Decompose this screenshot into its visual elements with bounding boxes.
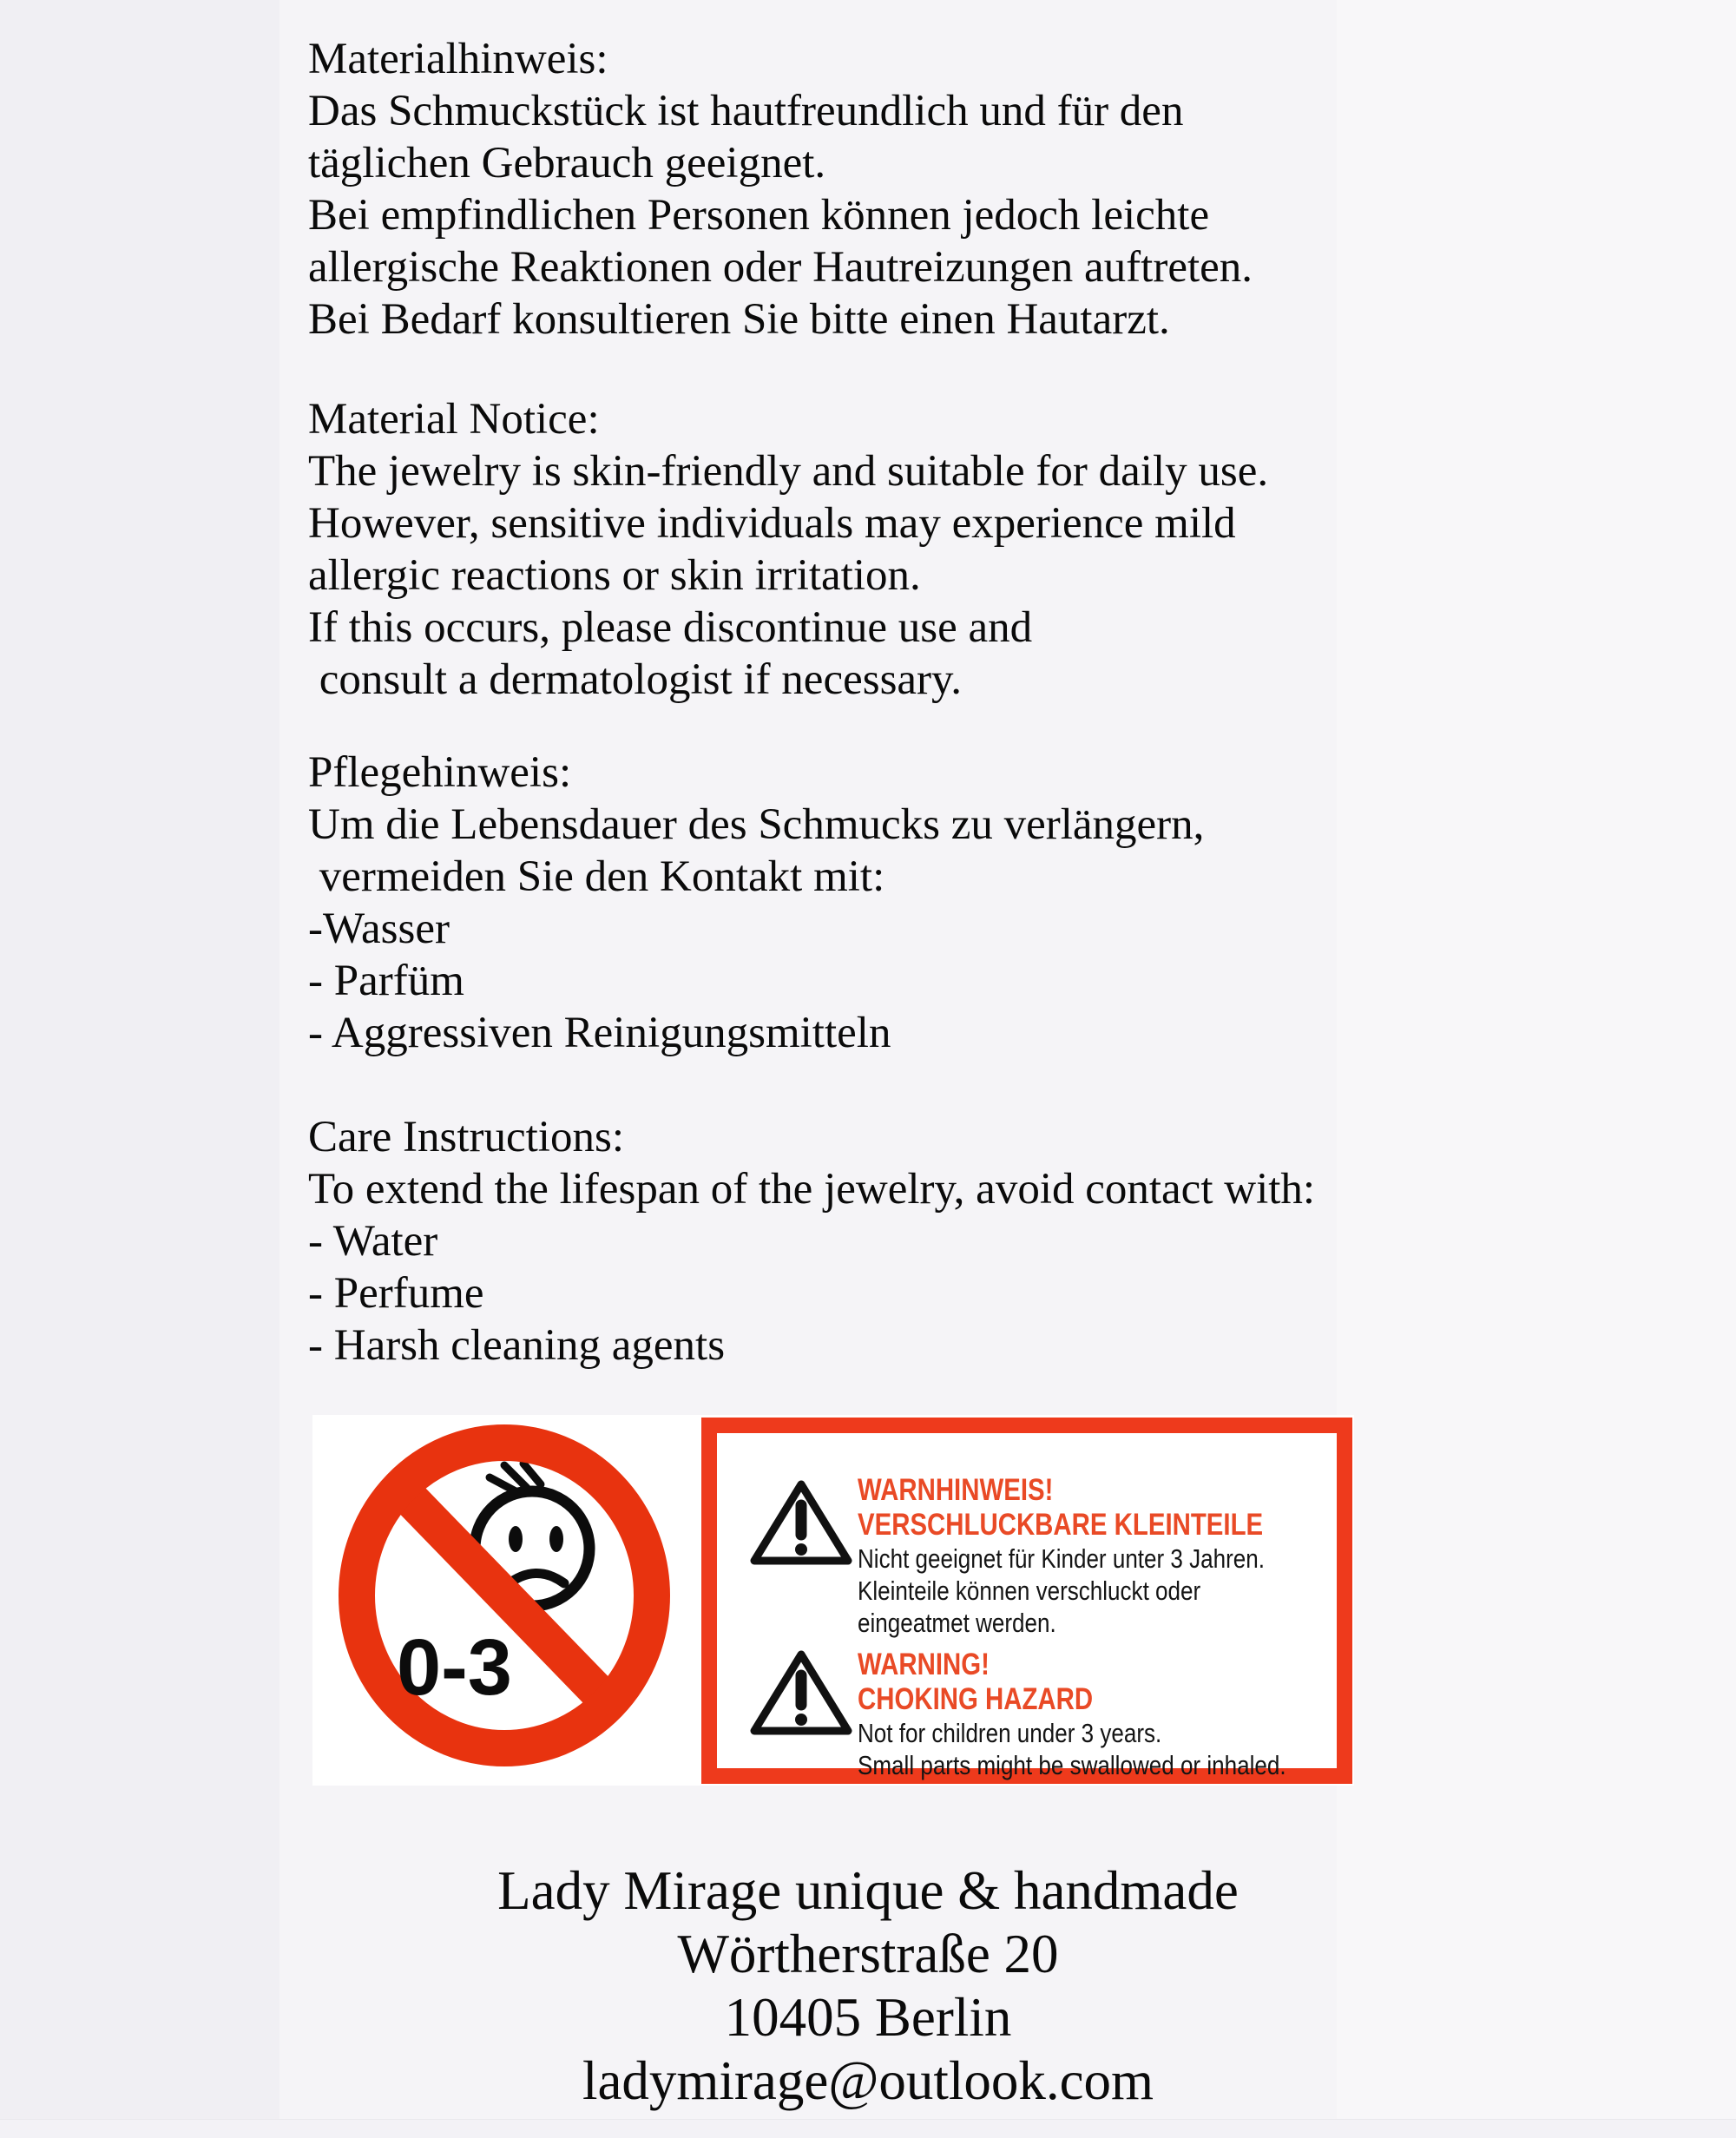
material-notice-en <box>308 393 1268 706</box>
text-line: - Parfüm <box>308 957 464 1005</box>
background-band-right <box>1337 0 1736 2138</box>
warning-title-en: WARNING! <box>858 1648 990 1681</box>
text-line: täglichen Gebrauch geeignet. <box>308 139 826 187</box>
warning-text-en <box>858 1648 1335 1781</box>
seller-email: ladymirage@outlook.com <box>582 2050 1154 2111</box>
text-line: -Wasser <box>308 905 450 953</box>
warning-subtitle-de: VERSCHLUCKBARE KLEINTEILE <box>858 1508 1264 1542</box>
text-line: consult a dermatologist if necessary. <box>308 655 962 704</box>
warning-box <box>701 1418 1352 1784</box>
scan-page-edge <box>0 2119 1736 2138</box>
text-line: - Harsh cleaning agents <box>308 1321 726 1370</box>
text-line: vermeiden Sie den Kontakt mit: <box>308 852 885 901</box>
warning-text-line: Not for children under 3 years. <box>858 1718 1162 1748</box>
text-line: To extend the lifespan of the jewelry, avoid contact with: <box>308 1165 1316 1214</box>
text-line: - Water <box>308 1217 438 1266</box>
warning-text-line: eingeatmet werden. <box>858 1608 1056 1638</box>
text-line: Material Notice: <box>308 395 600 444</box>
seller-city: 10405 Berlin <box>724 1987 1012 2048</box>
age-range-text: 0-3 <box>397 1623 512 1712</box>
warning-triangle-icon <box>747 1648 855 1738</box>
care-instructions-de <box>308 747 1204 1059</box>
text-line: Um die Lebensdauer des Schmucks zu verlängern, <box>308 800 1205 849</box>
seller-name: Lady Mirage unique & handmade <box>497 1860 1239 1921</box>
text-line: - Perfume <box>308 1269 484 1318</box>
text-line: Bei empfindlichen Personen können jedoch leichte <box>308 191 1210 240</box>
warning-text-line: Kleinteile können verschluckt oder <box>858 1576 1201 1606</box>
text-line: Pflegehinweis: <box>308 748 572 797</box>
warning-text-line: Small parts might be swallowed or inhaled. <box>858 1750 1286 1780</box>
warning-subtitle-en: CHOKING HAZARD <box>858 1682 1094 1716</box>
care-instructions-en <box>308 1111 1315 1372</box>
text-line: Materialhinweis: <box>308 35 608 83</box>
material-notice-de <box>308 33 1253 345</box>
no-children-0-3-icon <box>312 1415 703 1786</box>
text-line: If this occurs, please discontinue use and <box>308 603 1033 652</box>
seller-street: Wörtherstraße 20 <box>677 1924 1059 1984</box>
warning-text-de <box>858 1473 1335 1639</box>
text-line: However, sensitive individuals may experience mild <box>308 499 1236 548</box>
age-warning-label <box>312 1415 1354 1786</box>
text-line: allergic reactions or skin irritation. <box>308 551 921 600</box>
text-line: Das Schmuckstück ist hautfreundlich und für den <box>308 87 1184 135</box>
background-band-left <box>0 0 279 2138</box>
warning-triangle-icon <box>747 1477 855 1568</box>
seller-info <box>0 1859 1736 2113</box>
text-line: Care Instructions: <box>308 1113 624 1161</box>
text-line: - Aggressiven Reinigungsmitteln <box>308 1009 891 1057</box>
warning-title-de: WARNHINWEIS! <box>858 1473 1054 1507</box>
text-line: allergische Reaktionen oder Hautreizungen auftreten. <box>308 243 1253 292</box>
text-line: Bei Bedarf konsultieren Sie bitte einen Hautarzt. <box>308 295 1170 344</box>
warning-text-line: Nicht geeignet für Kinder unter 3 Jahren. <box>858 1543 1266 1574</box>
text-line: The jewelry is skin-friendly and suitable for daily use. <box>308 447 1269 496</box>
